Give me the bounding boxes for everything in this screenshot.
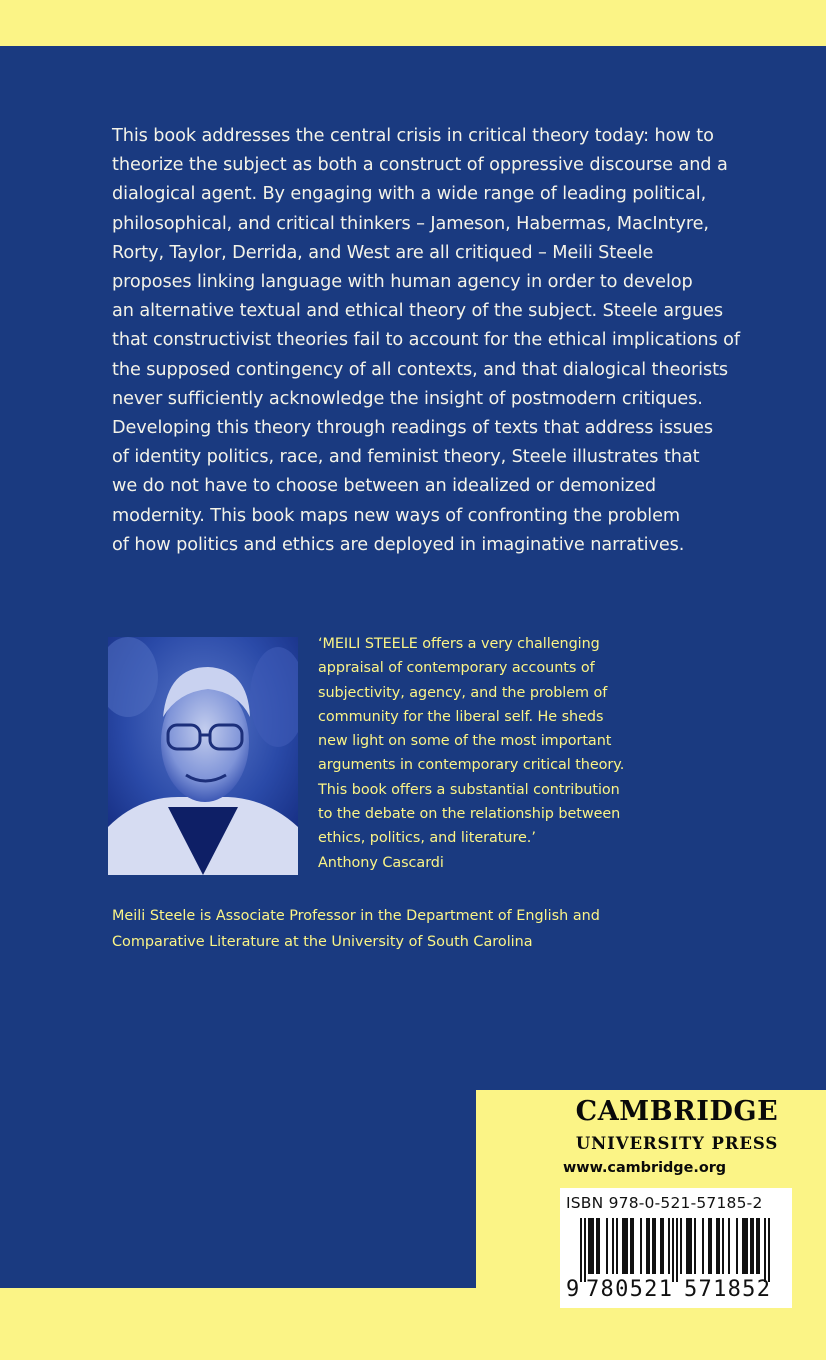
barcode-bar bbox=[588, 1218, 590, 1274]
barcode-bar bbox=[722, 1218, 724, 1274]
barcode-bar bbox=[768, 1218, 770, 1282]
barcode-bar bbox=[702, 1218, 704, 1274]
barcode-bar bbox=[694, 1218, 696, 1274]
review-quote bbox=[318, 632, 658, 875]
quote-line: This book offers a substantial contribution bbox=[318, 781, 620, 798]
barcode-bar bbox=[590, 1218, 592, 1274]
blurb-line: dialogical agent. By engaging with a wide range of leading political, bbox=[112, 184, 707, 205]
barcode-bar bbox=[686, 1218, 688, 1274]
author-bio bbox=[112, 904, 672, 955]
quote-line: new light on some of the most important bbox=[318, 733, 612, 750]
barcode-bar bbox=[662, 1218, 664, 1274]
blurb-line: that constructivist theories fail to account for the ethical implications of bbox=[112, 330, 740, 351]
barcode-bar bbox=[752, 1218, 754, 1274]
barcode-bar bbox=[688, 1218, 690, 1274]
blurb-line: of how politics and ethics are deployed in imaginative narratives. bbox=[112, 534, 685, 555]
barcode-bar bbox=[606, 1218, 608, 1274]
author-portrait-icon bbox=[108, 637, 298, 875]
barcode-bar bbox=[612, 1218, 614, 1274]
barcode-bar bbox=[648, 1218, 650, 1274]
barcode-bar bbox=[680, 1218, 682, 1274]
ean-left-group: 780521 bbox=[586, 1277, 674, 1302]
publisher-name: CAMBRIDGE bbox=[575, 1096, 779, 1127]
blurb-line: This book addresses the central crisis in critical theory today: how to bbox=[112, 126, 714, 146]
blurb-line: Developing this theory through readings of texts that address issues bbox=[112, 418, 713, 439]
quote-line: ‘MEILI STEELE offers a very challenging bbox=[318, 636, 600, 652]
blurb-line: never sufficiently acknowledge the insight of postmodern critiques. bbox=[112, 388, 703, 409]
barcode-bar bbox=[710, 1218, 712, 1274]
isbn-barcode-panel bbox=[560, 1188, 792, 1308]
barcode-bar bbox=[652, 1218, 654, 1274]
blurb-line: the supposed contingency of all contexts, and that dialogical theorists bbox=[112, 359, 729, 380]
series-title: Literature, Culture, Theory 21 bbox=[112, 1286, 440, 1308]
quote-line: arguments in contemporary critical theory. bbox=[318, 757, 625, 774]
barcode-bar bbox=[584, 1218, 586, 1282]
barcode-bar bbox=[676, 1218, 678, 1282]
barcode-bar bbox=[630, 1218, 632, 1274]
book-blurb bbox=[112, 122, 762, 560]
barcode-bar bbox=[750, 1218, 752, 1274]
barcode-bar bbox=[758, 1218, 760, 1274]
ean-first-digit: 9 bbox=[566, 1277, 580, 1302]
quote-line: to the debate on the relationship between bbox=[318, 806, 621, 823]
barcode-bar bbox=[744, 1218, 746, 1274]
isbn-label: ISBN 978-0-521-57185-2 bbox=[566, 1194, 763, 1212]
barcode-bar bbox=[728, 1218, 730, 1274]
barcode-bar bbox=[736, 1218, 738, 1274]
author-photo bbox=[108, 637, 298, 875]
barcode-bar bbox=[640, 1218, 642, 1274]
blurb-line: theorize the subject as both a construct of oppressive discourse and a bbox=[112, 155, 728, 176]
ean-right-group: 571852 bbox=[684, 1277, 772, 1302]
blurb-line: philosophical, and critical thinkers – Jameson, Habermas, MacIntyre, bbox=[112, 213, 709, 234]
barcode-bar bbox=[742, 1218, 744, 1274]
bio-line: Meili Steele is Associate Professor in the Department of English and bbox=[112, 908, 600, 924]
barcode-bar bbox=[718, 1218, 720, 1274]
quote-line: community for the liberal self. He sheds bbox=[318, 708, 604, 725]
publisher-subtitle: UNIVERSITY PRESS bbox=[575, 1134, 779, 1153]
blurb-line: proposes linking language with human agency in order to develop bbox=[112, 272, 693, 293]
quote-line: appraisal of contemporary accounts of bbox=[318, 660, 595, 677]
quote-line: ethics, politics, and literature.’ bbox=[318, 830, 536, 847]
blurb-line: modernity. This book maps new ways of confronting the problem bbox=[112, 505, 681, 526]
quote-author: Anthony Cascardi bbox=[318, 854, 444, 871]
barcode-bar bbox=[626, 1218, 628, 1274]
barcode-bar bbox=[632, 1218, 634, 1274]
barcode-bar bbox=[668, 1218, 670, 1274]
barcode-bar bbox=[616, 1218, 618, 1274]
barcode-bar bbox=[592, 1218, 594, 1274]
barcode-bar bbox=[660, 1218, 662, 1274]
blurb-line: an alternative textual and ethical theory of the subject. Steele argues bbox=[112, 301, 723, 322]
blurb-line: of identity politics, race, and feminist theory, Steele illustrates that bbox=[112, 447, 700, 468]
barcode-bar bbox=[672, 1218, 674, 1282]
barcode-bar bbox=[654, 1218, 656, 1274]
barcode-bar bbox=[624, 1218, 626, 1274]
barcode-bar bbox=[756, 1218, 758, 1274]
barcode-bar bbox=[716, 1218, 718, 1274]
barcode-bar bbox=[708, 1218, 710, 1274]
blurb-line: Rorty, Taylor, Derrida, and West are all critiqued – Meili Steele bbox=[112, 242, 654, 263]
barcode-bar bbox=[580, 1218, 582, 1282]
barcode-bar bbox=[746, 1218, 748, 1274]
quote-line: subjectivity, agency, and the problem of bbox=[318, 684, 608, 701]
blurb-line: we do not have to choose between an idealized or demonized bbox=[112, 476, 657, 497]
barcode-bar bbox=[690, 1218, 692, 1274]
barcode-bar bbox=[646, 1218, 648, 1274]
barcode-bar bbox=[596, 1218, 598, 1274]
publisher-url: www.cambridge.org bbox=[563, 1160, 727, 1176]
barcode-bar bbox=[598, 1218, 600, 1274]
barcode-bar bbox=[622, 1218, 624, 1274]
barcode-bar bbox=[764, 1218, 766, 1282]
bio-line: Comparative Literature at the University of South Carolina bbox=[112, 933, 533, 950]
barcode-icon bbox=[580, 1218, 772, 1282]
